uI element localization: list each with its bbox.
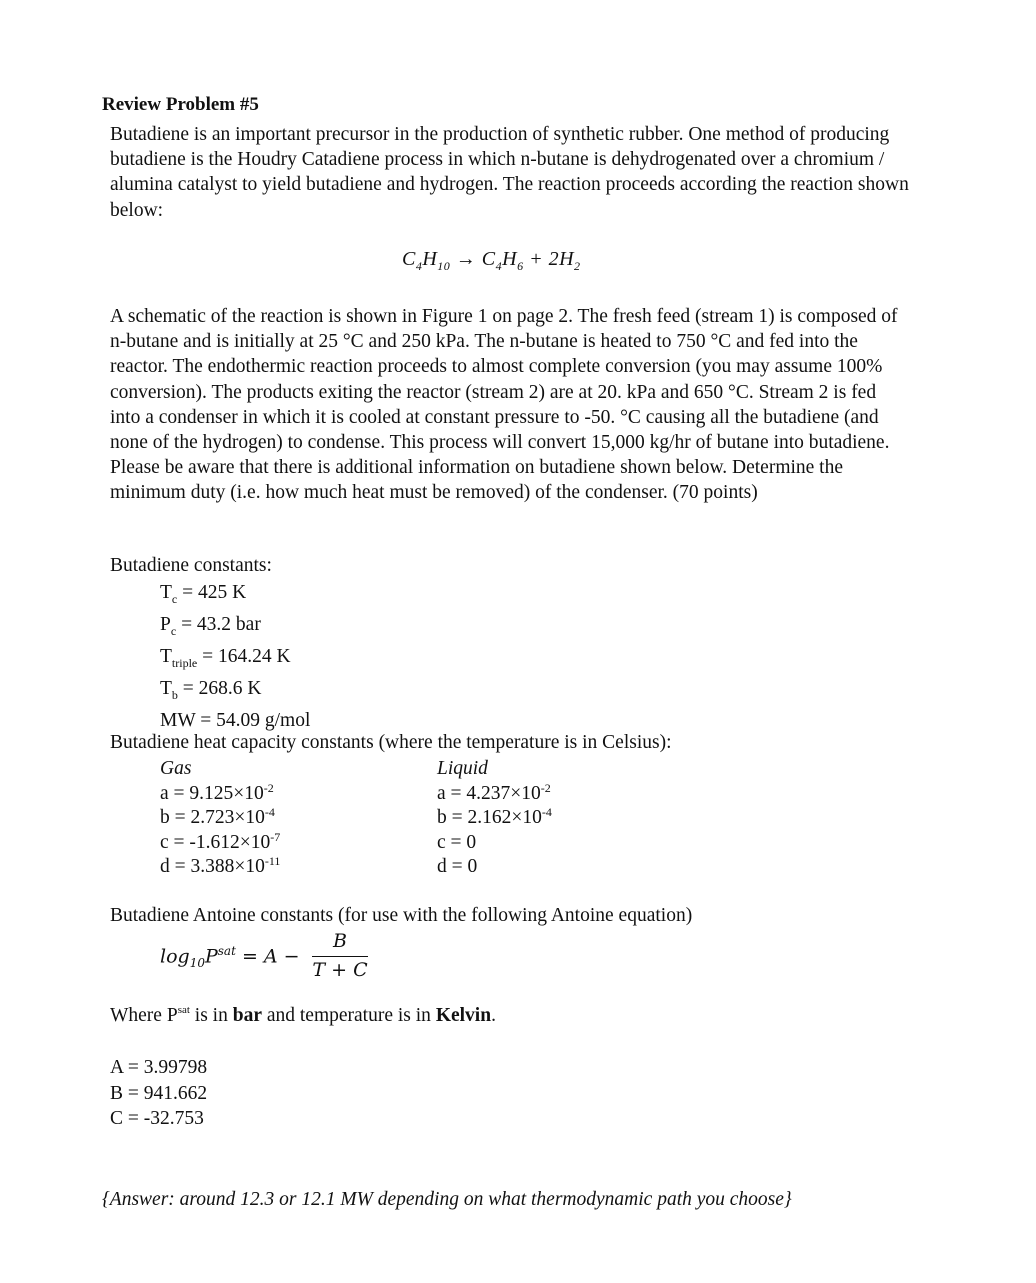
gas-c-exp: -7 (270, 829, 281, 844)
antoine-b: B = 941.662 (110, 1082, 208, 1104)
liquid-a-exp: -2 (540, 780, 551, 795)
product2-h-sub: 2 (574, 259, 581, 273)
liquid-b-exp: -4 (541, 805, 552, 819)
pc-label: P (160, 614, 171, 636)
gas-column (160, 757, 280, 880)
constants-list (160, 580, 310, 734)
where-end: . (491, 1005, 496, 1026)
liquid-a (437, 782, 552, 807)
product1-h-sub: 6 (517, 259, 524, 273)
problem-paragraph: A schematic of the reaction is shown in Figure 1 on page 2. The fresh feed (stream 1) is composed of n-butane and is initially at 25 °C and 250 kPa. The n-butane is heated to 750 °C and fed into the reactor. The endothermic reaction proceeds to almost complete conversion (you may assume 100% conversion). The products exiting the reactor (stream 2) are at 20. kPa and 650 °C. Stream 2 is fed into a condenser in which it is cooled at constant pressure to -50. °C causing all the butadiene (and none of the hydrogen) to condense. This process will convert 15,000 kg/hr of butane into butadiene. Please be aware that there is additional information on butadiene shown below. Determine the minimum duty (i.e. how much heat must be removed) of the condenser. (70 points) (110, 306, 898, 504)
page-title: Review Problem #5 (102, 94, 259, 115)
tb-value: = 268.6 K (177, 678, 262, 700)
pc-value: = 43.2 bar (176, 614, 261, 636)
pc-sub: c (170, 623, 177, 638)
gas-b-base: b = 2.723×10 (160, 807, 265, 828)
tb-sub: b (171, 688, 178, 703)
liquid-label: Liquid (437, 758, 488, 779)
antoine-heading: Butadiene Antoine constants (for use with the following Antoine equation) (110, 905, 693, 926)
gas-a-base: a = 9.125×10 (160, 782, 264, 804)
reactant-h-sub: 10 (437, 259, 451, 273)
where-sup: sat (177, 1004, 190, 1016)
product1-c: C (481, 248, 496, 270)
antoine-rest: = A − (235, 945, 300, 968)
reaction-equation (402, 248, 581, 274)
ttriple-sub: triple (171, 656, 198, 671)
where-bar: bar (232, 1005, 262, 1026)
ttriple-line (160, 644, 310, 676)
reactant-c: C (402, 248, 416, 270)
antoine-c: C = -32.753 (110, 1108, 204, 1129)
gas-b (160, 806, 280, 831)
gas-b-exp: -4 (264, 805, 275, 819)
where-mid: is in (189, 1005, 233, 1026)
liquid-b-base: b = 2.162×10 (437, 807, 542, 828)
antoine-fraction (310, 930, 370, 981)
liquid-d: d = 0 (437, 856, 478, 877)
heat-capacity-heading: Butadiene heat capacity constants (where the temperature is in Celsius): (110, 732, 672, 753)
fraction-bar (312, 956, 368, 957)
units-note (110, 1005, 496, 1027)
liquid-b (437, 806, 552, 831)
gas-a-exp: -2 (263, 780, 274, 795)
antoine-denominator: T + C (312, 959, 368, 981)
ttriple-value: = 164.24 K (197, 646, 291, 668)
gas-c (160, 831, 280, 856)
antoine-lhs (160, 944, 300, 970)
reaction-plus: + 2 (523, 248, 560, 270)
gas-a (160, 782, 280, 807)
gas-d-exp: -11 (264, 854, 281, 868)
gas-d (160, 855, 280, 880)
antoine-p-sup: sat (217, 944, 236, 958)
antoine-p: P (204, 945, 218, 968)
constants-heading: Butadiene constants: (110, 555, 272, 576)
where-kelvin: Kelvin (435, 1005, 492, 1026)
antoine-log: log (160, 945, 190, 968)
tb-label: T (160, 678, 172, 700)
reactant-c-sub: 4 (415, 259, 423, 273)
tc-line (160, 580, 310, 612)
tc-label: T (160, 582, 172, 603)
gas-d-base: d = 3.388×10 (160, 856, 265, 877)
liquid-a-base: a = 4.237×10 (437, 782, 541, 804)
tb-line (160, 676, 310, 708)
answer-note: {Answer: around 12.3 or 12.1 MW depending on what thermodynamic path you choose} (102, 1189, 792, 1210)
mw-line: MW = 54.09 g/mol (160, 710, 311, 732)
where-mid2: and temperature is in (261, 1005, 436, 1026)
antoine-log-sub: 10 (189, 956, 205, 971)
reactant-h: H (422, 248, 438, 270)
liquid-column (437, 757, 552, 880)
intro-paragraph: Butadiene is an important precursor in the production of synthetic rubber. One method of producing butadiene is the Houdry Catadiene process in which n-butane is dehydrogenated over a chromium / alumina catalyst to yield butadiene and hydrogen. The reaction proceeds according the reaction shown below: (110, 124, 909, 221)
antoine-numerator: B (333, 930, 347, 952)
tc-sub: c (171, 591, 178, 606)
pc-line (160, 612, 310, 644)
antoine-a: A = 3.99798 (110, 1057, 208, 1078)
ttriple-label: T (160, 646, 172, 668)
product1-c-sub: 4 (495, 259, 503, 273)
liquid-c: c = 0 (437, 831, 477, 853)
reaction-arrow: → (450, 248, 482, 270)
tc-value: = 425 K (177, 582, 247, 603)
gas-c-base: c = -1.612×10 (160, 831, 271, 853)
product2-h: H (559, 248, 575, 270)
product1-h: H (502, 248, 518, 270)
where-prefix: Where P (110, 1005, 178, 1026)
antoine-constants (110, 1055, 207, 1132)
gas-label: Gas (160, 758, 192, 779)
